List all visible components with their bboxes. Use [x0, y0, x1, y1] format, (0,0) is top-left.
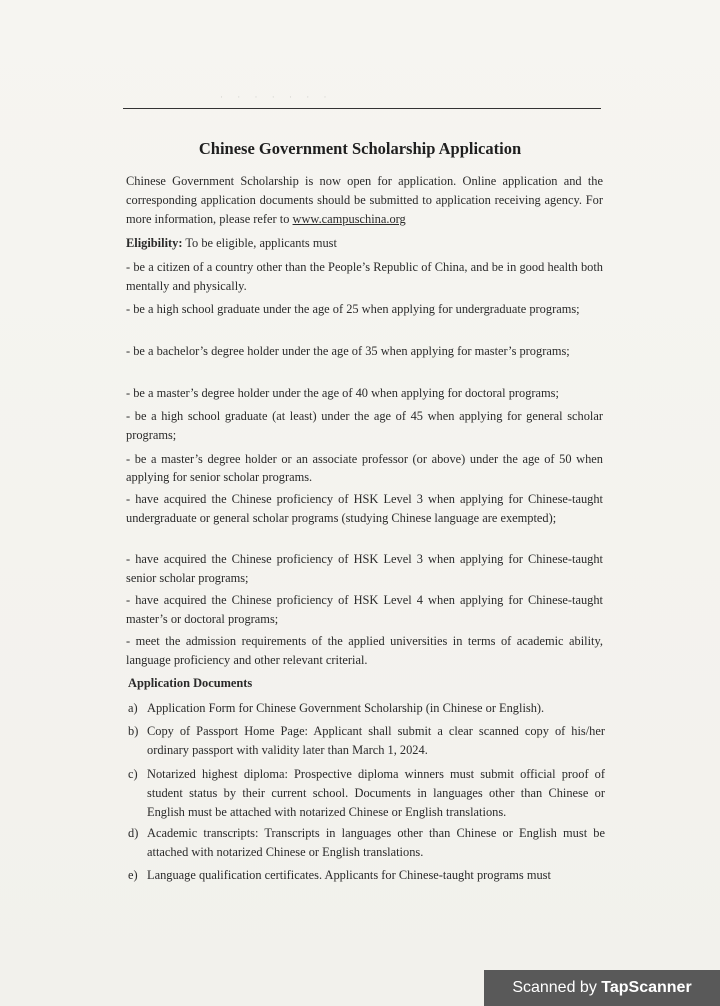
document-item — [128, 765, 605, 822]
eligibility-label: Eligibility: — [126, 236, 183, 250]
eligibility-text: To be eligible, applicants must — [182, 236, 337, 250]
watermark-brand: TapScanner — [601, 979, 692, 996]
intro-text: Chinese Government Scholarship is now open for application. Online application and the corresponding application documents should be submitted to application receiving agency. For more information, please refer to — [126, 174, 603, 226]
watermark-prefix: Scanned by — [512, 979, 602, 996]
eligibility-item: - be a high school graduate (at least) under the age of 45 when applying for general scholar programs; — [126, 409, 603, 442]
document-item — [128, 824, 605, 862]
item-marker: d) — [128, 826, 139, 840]
eligibility-item: - have acquired the Chinese proficiency of HSK Level 3 when applying for Chinese-taught undergraduate or general scholar programs (studying Chinese language are exempted); — [126, 492, 603, 525]
document-title: Chinese Government Scholarship Application — [198, 139, 522, 158]
document-item — [128, 722, 605, 760]
document-item — [128, 866, 605, 885]
faded-letterhead: · · · · · · · — [220, 92, 333, 102]
item-text: Copy of Passport Home Page: Applicant shall submit a clear scanned copy of his/her ordinary passport with validity later than March 1, 2024. — [147, 724, 605, 757]
document-item — [128, 699, 605, 718]
eligibility-intro — [126, 234, 603, 253]
eligibility-item: - have acquired the Chinese proficiency of HSK Level 4 when applying for Chinese-taught master’s or doctoral programs; — [126, 593, 603, 626]
item-text: Language qualification certificates. Applicants for Chinese-taught programs must — [147, 868, 551, 882]
item-marker: e) — [128, 868, 138, 882]
scanner-watermark — [484, 970, 720, 1006]
item-text: Application Form for Chinese Government Scholarship (in Chinese or English). — [147, 701, 545, 715]
eligibility-item: - be a master’s degree holder or an associate professor (or above) under the age of 50 when applying for senior scholar programs. — [126, 452, 603, 484]
eligibility-item: - be a high school graduate under the age of 25 when applying for undergraduate programs; — [126, 302, 580, 316]
item-text: Notarized highest diploma: Prospective diploma winners must submit official proof of student status by their current school. Documents in languages other than Chinese or English must be attached with notarized Chinese or English translations. — [147, 767, 605, 819]
eligibility-item: - be a citizen of a country other than the People’s Republic of China, and be in good health both mentally and physically. — [126, 260, 603, 293]
item-marker: b) — [128, 724, 139, 738]
eligibility-item: - have acquired the Chinese proficiency of HSK Level 3 when applying for Chinese-taught senior scholar programs; — [126, 552, 603, 585]
eligibility-item: - be a master’s degree holder under the age of 40 when applying for doctoral programs; — [126, 386, 559, 400]
eligibility-item: - meet the admission requirements of the applied universities in terms of academic ability, language proficiency and other relevant criterial. — [126, 634, 603, 667]
campuschina-link[interactable]: www.campuschina.org — [292, 212, 406, 226]
header-rule — [123, 108, 601, 109]
eligibility-item: - be a bachelor’s degree holder under the age of 35 when applying for master’s programs; — [126, 344, 570, 358]
item-text: Academic transcripts: Transcripts in languages other than Chinese or English must be attached with notarized Chinese or English translations. — [147, 826, 605, 859]
item-marker: a) — [128, 701, 138, 715]
item-marker: c) — [128, 767, 138, 781]
intro-paragraph — [126, 172, 603, 229]
documents-heading: Application Documents — [128, 676, 253, 690]
